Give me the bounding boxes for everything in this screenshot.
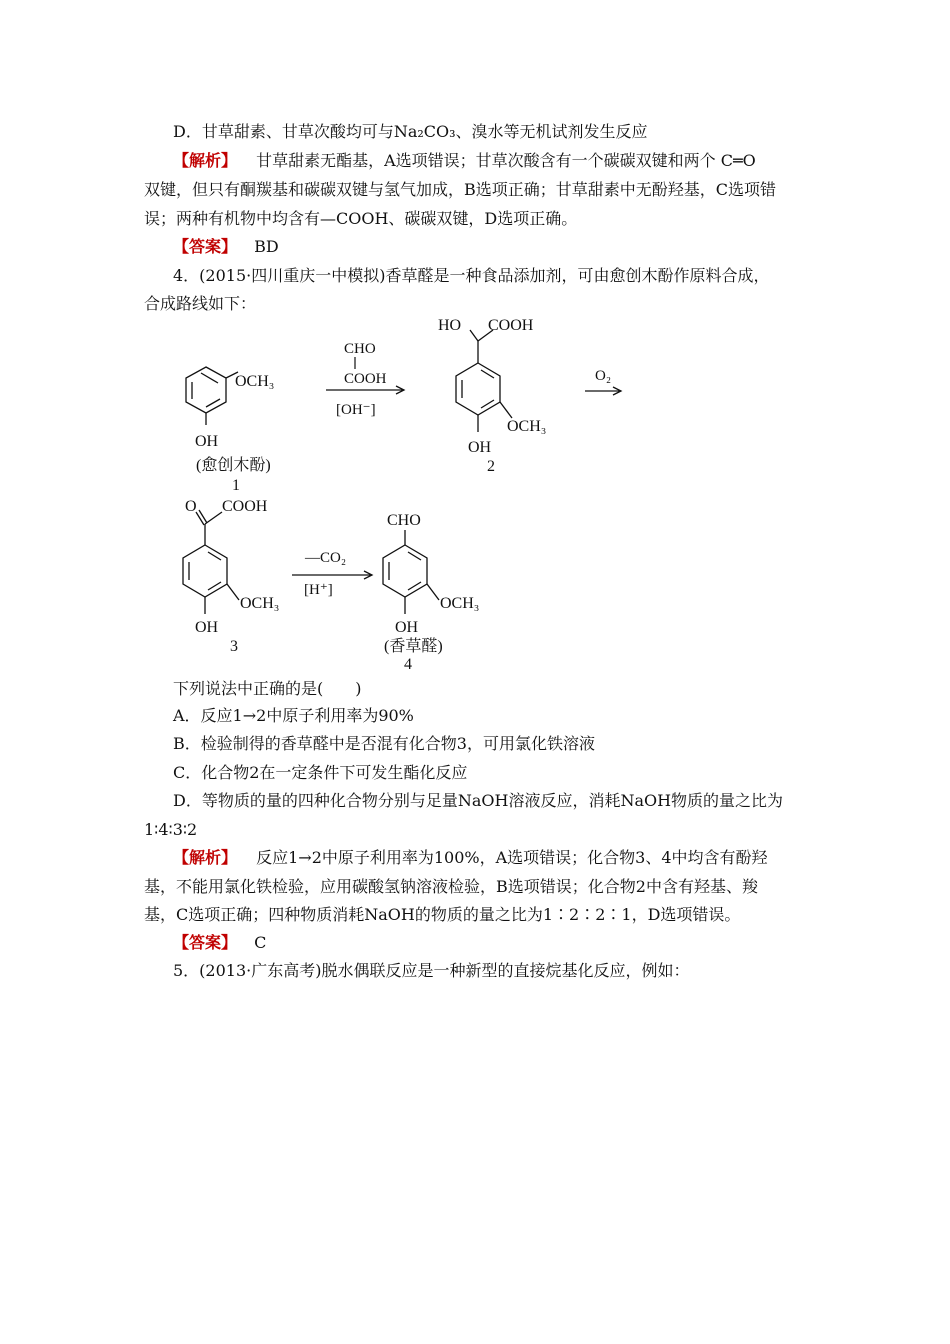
- q4-question: 下列说法中正确的是( ): [173, 679, 362, 698]
- q3-analysis-text-1: 甘草甜素无酯基，A选项错误；甘草次酸含有一个碳碳双键和两个 C═O: [256, 151, 756, 170]
- c1-number: 1: [232, 477, 240, 494]
- q3-answer-value: BD: [254, 237, 279, 256]
- q4-option-d-line-1: D．等物质的量的四种化合物分别与足量NaOH溶液反应，消耗NaOH物质的量之比为: [173, 791, 784, 810]
- compound-4-ring: [383, 530, 439, 614]
- c4-cho-label: CHO: [387, 512, 421, 529]
- r1-reagent-cooh: COOH: [344, 371, 387, 387]
- q4-stem-line-2: 合成路线如下：: [144, 294, 257, 313]
- q4-answer-value: C: [254, 933, 267, 952]
- q3-option-d: D．甘草甜素、甘草次酸均可与Na₂CO₃、溴水等无机试剂发生反应: [173, 122, 648, 141]
- q4-analysis-line-3: 基，C选项正确；四种物质消耗NaOH的物质的量之比为1∶2∶2∶1，D选项错误。: [144, 905, 741, 924]
- r3-condition: [H⁺]: [304, 582, 333, 598]
- c3-o-label: O: [185, 498, 197, 515]
- compound-2-ring: [456, 330, 512, 432]
- c3-och3-label: OCH₃: [240, 595, 280, 612]
- c3-oh-label: OH: [195, 619, 219, 636]
- q4-option-b: B．检验制得的香草醛中是否混有化合物3，可用氯化铁溶液: [173, 734, 595, 753]
- q4-option-a: A．反应1→2中原子利用率为90%: [173, 706, 414, 725]
- q4-option-c: C．化合物2在一定条件下可发生酯化反应: [173, 763, 468, 782]
- compound-3-ring: [183, 510, 239, 614]
- c2-och3-label: OCH₃: [507, 418, 547, 435]
- q3-analysis-line-3: 误；两种有机物中均含有—COOH、碳碳双键，D选项正确。: [144, 209, 578, 228]
- q5-stem: 5．(2013·广东高考)脱水偶联反应是一种新型的直接烷基化反应，例如：: [173, 961, 690, 980]
- c3-cooh-label: COOH: [222, 498, 268, 515]
- compound-1-ring: [186, 367, 238, 425]
- q4-answer-tag: 【答案】: [173, 933, 238, 952]
- c4-name: (香草醛): [384, 638, 443, 655]
- c1-name: (愈创木酚): [196, 457, 271, 474]
- q4-option-d-line-2: 1∶4∶3∶2: [144, 820, 198, 839]
- q4-analysis-tag: 【解析】: [173, 848, 238, 867]
- c4-och3-label: OCH₃: [440, 595, 480, 612]
- q4-analysis-line-1: [173, 848, 768, 868]
- q3-analysis-tag: 【解析】: [173, 151, 238, 170]
- c3-number: 3: [230, 638, 238, 655]
- c2-oh-label: OH: [468, 439, 492, 456]
- c1-och3-label: OCH₃: [235, 373, 275, 390]
- r3-reagent: —CO₂: [305, 550, 347, 566]
- c4-number: 4: [404, 656, 412, 673]
- q3-analysis-line-2: 双键，但只有酮羰基和碳碳双键与氢气加成，B选项正确；甘草甜素中无酚羟基，C选项错: [144, 180, 777, 199]
- c2-ho-label: HO: [438, 317, 462, 334]
- r2-reagent: O₂: [595, 368, 612, 384]
- r1-reagent-cho: CHO: [344, 341, 376, 357]
- c1-oh-label: OH: [195, 433, 219, 450]
- q4-analysis-text-1: 反应1→2中原子利用率为100%，A选项错误；化合物3、4中均含有酚羟: [256, 848, 768, 867]
- q3-answer-tag: 【答案】: [173, 237, 238, 256]
- c2-number: 2: [487, 458, 495, 475]
- r1-condition: [OH⁻]: [336, 402, 376, 418]
- q4-stem-line-1: 4．(2015·四川重庆一中模拟)香草醛是一种食品添加剂，可由愈创木酚作原料合成，: [173, 266, 770, 285]
- q4-analysis-line-2: 基，不能用氯化铁检验，应用碳酸氢钠溶液检验，B选项错误；化合物2中含有羟基、羧: [144, 877, 758, 896]
- c4-oh-label: OH: [395, 619, 419, 636]
- q4-answer-line: [173, 933, 266, 953]
- c2-cooh-label: COOH: [488, 317, 534, 334]
